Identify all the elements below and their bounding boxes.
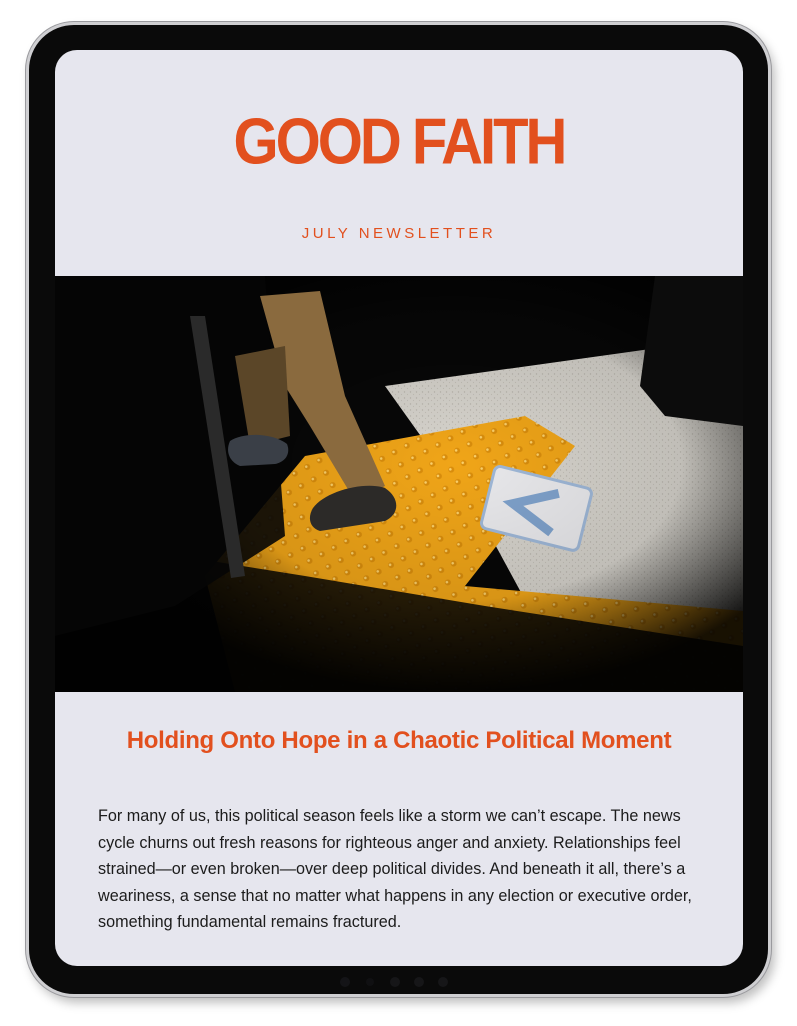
right-figure [640, 276, 743, 426]
article-title[interactable]: Holding Onto Hope in a Chaotic Political Moment [126, 727, 672, 754]
newsletter-screen [55, 50, 743, 966]
page-dot[interactable] [414, 977, 424, 987]
shoe-back [228, 435, 288, 466]
page-dot[interactable] [366, 978, 374, 986]
good-faith-logo[interactable]: GOOD FAITH [233, 105, 565, 178]
page-dot[interactable] [438, 977, 448, 987]
page-indicator[interactable] [340, 975, 456, 989]
hero-image [55, 276, 743, 692]
newsletter-kicker: JULY NEWSLETTER [301, 225, 497, 242]
page-dot[interactable] [340, 977, 350, 987]
page-dot[interactable] [390, 977, 400, 987]
article-body: For many of us, this political season feels like a storm we can’t escape. The news cycle churns out fresh reasons for righteous anger and anxiety. Relationships feel strained—or even broken—over deep political divides. And beneath it all, there’s a weariness, a sense that no matter what happens in any election or executive order, something fundamental remains fractured. [98, 807, 692, 931]
hero-photo [55, 276, 743, 692]
